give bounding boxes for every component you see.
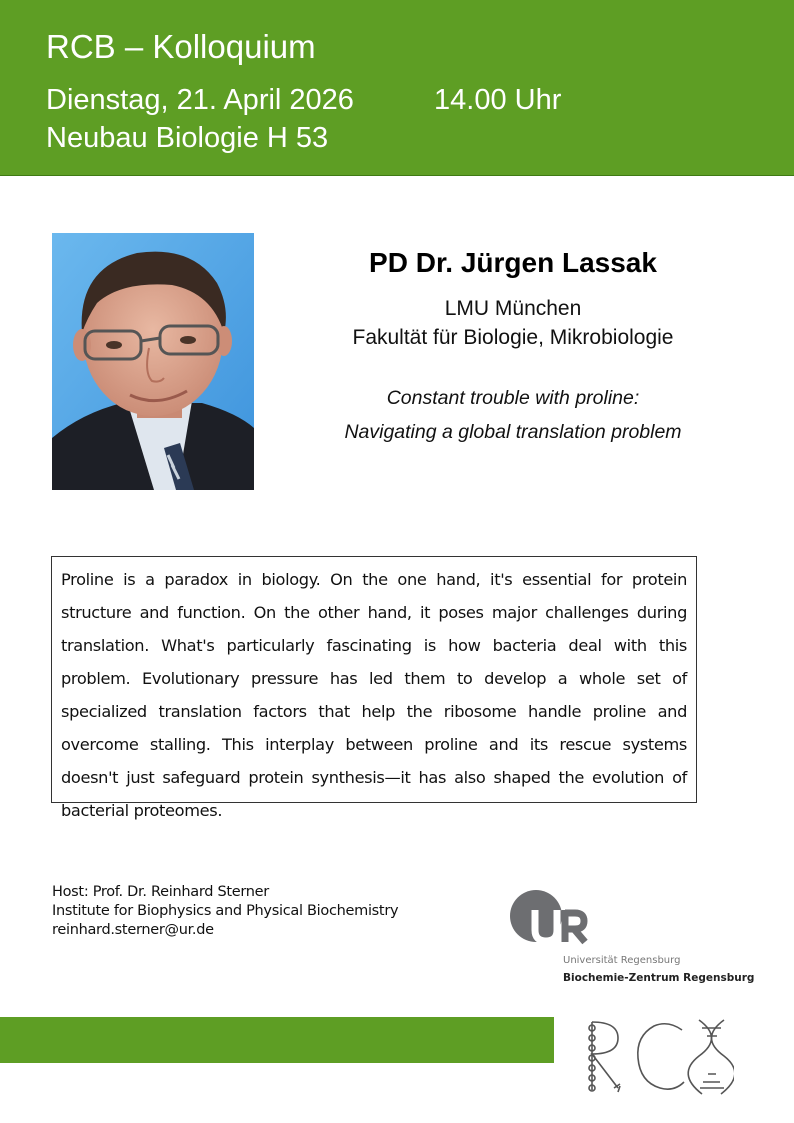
event-location: Neubau Biologie H 53 xyxy=(46,122,329,154)
header-banner xyxy=(0,0,794,176)
event-time: 14.00 Uhr xyxy=(434,84,562,116)
event-title: RCB – Kolloquium xyxy=(46,28,316,65)
footer-green-bar xyxy=(0,1017,554,1063)
host-email: reinhard.sterner@ur.de xyxy=(52,922,214,938)
host-institute: Institute for Biophysics and Physical Biochemistry xyxy=(52,903,399,919)
abstract-text: Proline is a paradox in biology. On the one hand, it's essential for protein structure and function. On the other hand, it poses major challenges during translation. What's particularly fascinating is how bacteria deal with this problem. Evolutionary pressure has led them to develop a whole set of specialized translation factors that help the ribosome handle proline and overcome stalling. This interplay between proline and its rescue systems doesn't just safeguard protein synthesis—it has also shaped the evolution of bacterial proteomes. xyxy=(61,570,687,820)
speaker-affiliation-institution: LMU München xyxy=(444,297,582,320)
ur-logo-icon xyxy=(508,889,598,949)
abstract-box xyxy=(51,556,697,820)
speaker-photo xyxy=(52,233,254,490)
rcb-logo-icon xyxy=(584,1016,734,1098)
talk-title-line1: Constant trouble with proline: xyxy=(386,387,640,409)
talk-title-line2: Navigating a global translation problem xyxy=(344,421,682,443)
host-name: Host: Prof. Dr. Reinhard Sterner xyxy=(52,884,269,900)
host-info xyxy=(52,883,398,940)
ur-university-name: Universität Regensburg xyxy=(563,955,681,966)
ur-center-name: Biochemie-Zentrum Regensburg xyxy=(563,972,755,984)
event-date: Dienstag, 21. April 2026 xyxy=(46,84,354,116)
speaker-affiliation-faculty: Fakultät für Biologie, Mikrobiologie xyxy=(352,326,674,349)
speaker-name: PD Dr. Jürgen Lassak xyxy=(369,247,657,278)
